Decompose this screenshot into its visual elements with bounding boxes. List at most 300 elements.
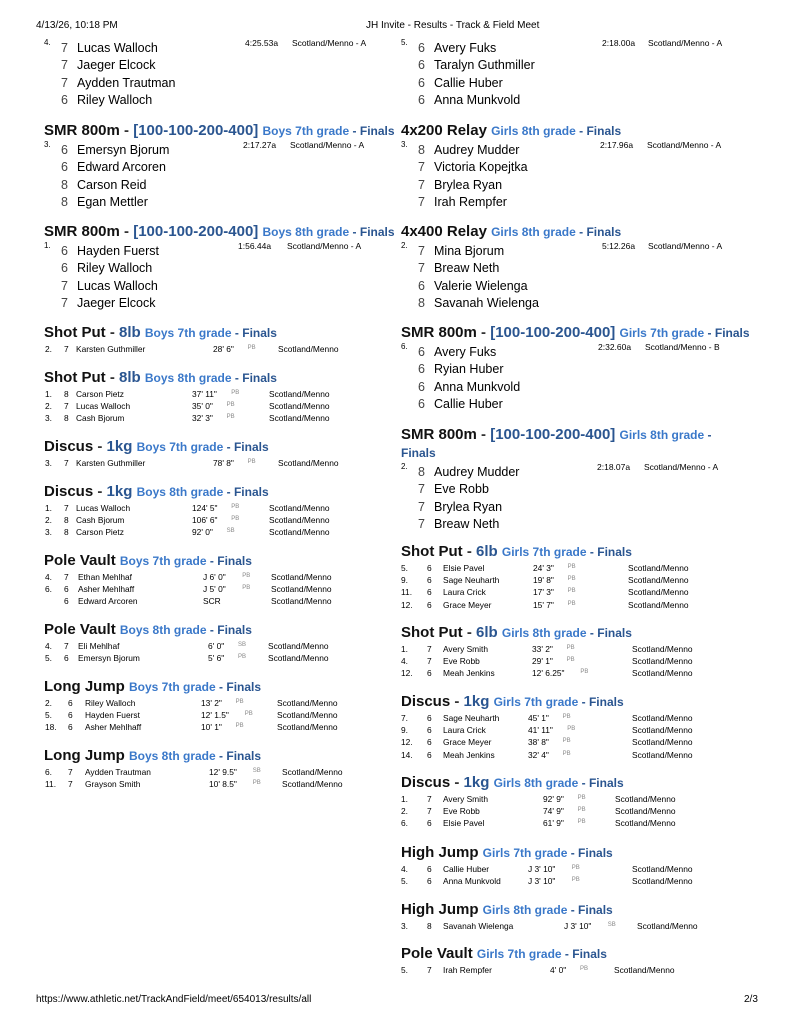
team-name[interactable]: Scotland/Menno — [615, 794, 676, 804]
result-row — [401, 563, 741, 575]
event-title[interactable] — [44, 483, 384, 501]
athlete-name[interactable]: Carson Pietz — [76, 389, 124, 399]
team-name[interactable]: Scotland/Menno — [269, 413, 330, 424]
event-smr-boys8 — [44, 223, 404, 313]
team-name[interactable]: Scotland/Menno — [278, 344, 339, 354]
event-spec: 1kg — [106, 438, 133, 455]
result-place: 3. — [45, 413, 52, 424]
athlete-name[interactable]: Aydden Trautman — [77, 75, 176, 90]
event-name: High Jump — [401, 901, 479, 918]
team-name[interactable]: Scotland/Menno — [615, 806, 676, 817]
result-place: 3. — [45, 527, 52, 538]
event-category: Boys 8th grade — [129, 749, 216, 763]
athlete-name[interactable]: Avery Fuks — [434, 41, 497, 55]
result-place: 12. — [401, 599, 413, 610]
athlete-name[interactable]: Edward Arcoren — [78, 596, 138, 607]
team-name[interactable]: Scotland/Menno — [628, 587, 689, 598]
athlete-name[interactable]: Audrey Mudder — [434, 465, 520, 479]
event-name: Pole Vault — [44, 552, 116, 569]
event-name: 4x200 Relay — [401, 122, 487, 139]
result-place: 6. — [45, 584, 52, 595]
athlete-name[interactable]: Avery Smith — [443, 644, 488, 654]
event-title[interactable] — [401, 624, 741, 642]
event-round: Finals — [359, 225, 395, 239]
athlete-name[interactable]: Audrey Mudder — [434, 143, 520, 157]
mark-badge: PB — [577, 807, 586, 814]
athlete-name[interactable]: Callie Huber — [443, 864, 490, 874]
event-title[interactable] — [401, 945, 741, 963]
athlete-grade: 6 — [61, 244, 68, 258]
event-smr-girls7 — [401, 324, 761, 414]
event-relay-cont-left — [44, 38, 404, 110]
team-name[interactable]: Scotland/Menno — [632, 644, 693, 654]
athlete-grade: 6 — [418, 75, 425, 90]
athlete-grade: 7 — [427, 806, 432, 817]
relay-leg — [44, 142, 404, 159]
result-row — [44, 710, 384, 722]
athlete-name[interactable]: Meah Jenkins — [443, 668, 495, 679]
result-row — [401, 876, 741, 888]
event-name: Pole Vault — [44, 621, 116, 638]
result-row — [401, 713, 741, 725]
result-place: 7. — [401, 713, 408, 723]
team-name[interactable]: Scotland/Menno - A — [648, 38, 723, 48]
mark-badge: PB — [580, 966, 589, 972]
athlete-name[interactable]: Riley Walloch — [77, 93, 153, 108]
athlete-name[interactable]: Avery Fuks — [434, 345, 497, 359]
relay-results — [44, 142, 404, 212]
event-spec: 6lb — [476, 624, 498, 641]
team-name[interactable]: Scotland/Menno — [269, 503, 330, 513]
athlete-name[interactable]: Grace Meyer — [443, 737, 492, 748]
result-place: 2. — [401, 806, 408, 817]
athlete-name[interactable]: Karsten Guthmiller — [76, 458, 146, 468]
athlete-name[interactable]: Breaw Neth — [434, 261, 500, 276]
result-table — [401, 965, 741, 977]
result-row — [44, 698, 384, 710]
result-table — [44, 698, 384, 735]
team-name[interactable]: Scotland/Menno — [268, 641, 329, 651]
event-shot-boys8 — [44, 369, 384, 426]
event-name: Discus — [44, 483, 94, 500]
result-place: 1. — [401, 794, 408, 804]
result-place: 5. — [401, 38, 408, 47]
result-place: 1. — [44, 241, 51, 250]
team-name[interactable]: Scotland/Menno - A — [648, 241, 723, 251]
team-name[interactable]: Scotland/Menno — [269, 515, 330, 526]
athlete-name[interactable]: Lucas Walloch — [76, 401, 131, 412]
athlete-name[interactable]: Asher Mehlhaff — [78, 584, 135, 595]
athlete-grade: 7 — [418, 160, 425, 175]
event-title[interactable] — [401, 324, 761, 342]
athlete-grade: 6 — [427, 749, 432, 760]
result-row — [401, 806, 741, 818]
event-pv-boys8 — [44, 621, 384, 665]
team-name[interactable]: Scotland/Menno — [277, 710, 338, 721]
result-place: 5. — [401, 876, 408, 887]
event-title[interactable] — [401, 901, 741, 919]
event-relay-cont-right — [401, 38, 761, 110]
result-row — [44, 722, 384, 734]
event-title[interactable] — [401, 693, 741, 711]
athlete-name[interactable]: Laura Crick — [443, 587, 486, 598]
athlete-name[interactable]: Aydden Trautman — [85, 767, 151, 777]
athlete-name[interactable]: Savanah Wielenga — [434, 296, 539, 311]
event-shot-girls7 — [401, 543, 741, 612]
result-row — [401, 750, 741, 762]
athlete-grade: 6 — [68, 710, 73, 721]
mark-badge: PB — [235, 699, 244, 705]
result-mark: 2:18.00a — [602, 38, 636, 48]
result-mark: 32' 4" — [528, 749, 549, 760]
result-row — [401, 575, 741, 587]
athlete-name[interactable]: Brylea Ryan — [434, 499, 503, 514]
athlete-grade: 8 — [427, 921, 432, 931]
team-name[interactable]: Scotland/Menno — [632, 713, 693, 723]
event-4x200-girls8 — [401, 122, 761, 212]
athlete-grade: 6 — [427, 725, 432, 736]
athlete-grade: 7 — [418, 517, 425, 532]
athlete-name[interactable]: Eve Robb — [443, 806, 480, 817]
event-title[interactable] — [44, 122, 404, 140]
athlete-name[interactable]: Callie Huber — [434, 75, 503, 90]
result-place: 4. — [401, 864, 408, 874]
athlete-name[interactable]: Karsten Guthmiller — [76, 344, 146, 354]
result-row — [44, 653, 384, 665]
event-title[interactable] — [401, 122, 761, 140]
event-title[interactable] — [401, 543, 741, 561]
athlete-grade: 6 — [427, 668, 432, 679]
event-title[interactable] — [44, 324, 384, 342]
title-separator: - — [578, 776, 589, 790]
relay-results — [401, 344, 761, 414]
event-category: Girls 7th grade — [501, 545, 587, 559]
team-name[interactable]: Scotland/Menno - A — [644, 462, 719, 472]
athlete-name[interactable]: Sage Neuharth — [443, 713, 500, 723]
title-separator: - — [206, 623, 218, 637]
result-mark: 5' 6" — [208, 653, 225, 664]
athlete-name[interactable]: Ryian Huber — [434, 362, 504, 377]
event-title[interactable] — [44, 223, 404, 241]
athlete-name[interactable]: Cash Bjorum — [76, 413, 125, 424]
team-name[interactable]: Scotland/Menno — [268, 653, 329, 664]
event-category: Girls 8th grade — [491, 124, 576, 138]
athlete-name[interactable]: Irah Rempfer — [434, 195, 507, 210]
athlete-name[interactable]: Lucas Walloch — [77, 41, 158, 55]
result-mark: 1:56.44a — [238, 241, 272, 251]
athlete-name[interactable]: Riley Walloch — [77, 261, 153, 276]
title-separator: - — [119, 223, 134, 240]
athlete-grade: 8 — [64, 527, 69, 538]
athlete-name[interactable]: Grayson Smith — [85, 779, 141, 790]
athlete-grade: 8 — [418, 296, 425, 311]
event-discus-girls7 — [401, 693, 741, 762]
mark-badge: PB — [580, 669, 589, 676]
team-name[interactable]: Scotland/Menno — [271, 584, 332, 595]
mark-badge: PB — [567, 726, 576, 733]
event-title[interactable] — [44, 552, 384, 570]
athlete-name[interactable]: Jaeger Elcock — [77, 58, 156, 73]
athlete-name[interactable]: Breaw Neth — [434, 517, 500, 532]
team-name[interactable]: Scotland/Menno — [282, 767, 343, 777]
athlete-name[interactable]: Valerie Wielenga — [434, 278, 528, 293]
result-row — [44, 389, 384, 401]
result-place: 3. — [44, 140, 51, 149]
athlete-name[interactable]: Callie Huber — [434, 397, 503, 412]
mark-badge: PB — [567, 588, 576, 595]
result-mark: 12' 1.5" — [201, 710, 229, 721]
event-category: Girls 7th grade — [619, 326, 705, 340]
relay-leg — [44, 278, 404, 295]
event-title[interactable] — [44, 747, 384, 765]
team-name[interactable]: Scotland/Menno — [269, 401, 330, 412]
event-round: Finals — [359, 124, 395, 138]
athlete-name[interactable]: Asher Mehlhaff — [85, 722, 142, 733]
athlete-name[interactable]: Hayden Fuerst — [77, 244, 159, 258]
relay-results — [401, 40, 761, 110]
event-title[interactable] — [44, 438, 384, 456]
title-separator: - — [567, 903, 579, 917]
result-place: 12. — [401, 737, 413, 748]
event-round: Finals — [588, 776, 624, 790]
athlete-grade: 7 — [64, 503, 69, 513]
event-spec: 1kg — [463, 693, 490, 710]
event-category: Girls 8th grade — [482, 903, 568, 917]
event-lj-boys8 — [44, 747, 384, 791]
team-name[interactable]: Scotland/Menno — [628, 563, 689, 573]
team-name[interactable]: Scotland/Menno — [282, 779, 343, 790]
athlete-name[interactable]: Carson Reid — [77, 177, 147, 192]
result-mark: 28' 6" — [213, 344, 234, 354]
event-title[interactable] — [44, 369, 384, 387]
team-name[interactable]: Scotland/Menno — [632, 725, 693, 736]
team-name[interactable]: Scotland/Menno — [271, 596, 332, 607]
athlete-name[interactable]: Jaeger Elcock — [77, 296, 156, 311]
event-title[interactable] — [401, 844, 741, 862]
athlete-grade: 6 — [418, 397, 425, 412]
event-spec: 8lb — [119, 369, 141, 386]
team-name[interactable]: Scotland/Menno — [614, 965, 675, 975]
title-separator: - — [567, 846, 579, 860]
team-name[interactable]: Scotland/Menno — [632, 656, 693, 667]
athlete-grade: 6 — [418, 345, 425, 359]
result-place: 2. — [45, 515, 52, 526]
title-separator: - — [105, 324, 119, 341]
event-title[interactable] — [44, 621, 384, 639]
event-title[interactable] — [44, 678, 384, 696]
team-name[interactable]: Scotland/Menno — [615, 818, 676, 829]
athlete-name[interactable]: Emersyn Bjorum — [78, 653, 140, 664]
team-name[interactable]: Scotland/Menno — [632, 749, 693, 760]
athlete-name[interactable]: Carson Pietz — [76, 527, 124, 538]
athlete-name[interactable]: Victoria Kopejtka — [434, 160, 528, 175]
result-place: 9. — [401, 725, 408, 736]
athlete-name[interactable]: Laura Crick — [443, 725, 486, 736]
event-title[interactable] — [401, 774, 741, 792]
athlete-name[interactable]: Eve Robb — [434, 482, 489, 497]
team-name[interactable]: Scotland/Menno — [632, 864, 693, 874]
athlete-grade: 6 — [427, 713, 432, 723]
athlete-name[interactable]: Anna Munkvold — [443, 876, 501, 887]
athlete-name[interactable]: Irah Rempfer — [443, 965, 492, 975]
event-category: Girls 8th grade — [501, 626, 587, 640]
page-number: 2/3 — [744, 994, 758, 1005]
athlete-grade: 6 — [61, 160, 68, 175]
relay-leg — [401, 159, 761, 176]
team-name[interactable]: Scotland/Menno — [278, 458, 339, 468]
result-row — [401, 921, 741, 933]
result-row — [401, 864, 741, 876]
event-category: Boys 7th grade — [144, 326, 232, 340]
event-smr-girls8 — [401, 426, 761, 534]
result-row — [401, 794, 741, 806]
athlete-grade: 6 — [418, 93, 425, 108]
result-place: 5. — [45, 710, 52, 721]
team-name[interactable]: Scotland/Menno — [632, 737, 693, 748]
title-separator: - — [105, 369, 119, 386]
event-round: Finals — [597, 545, 632, 559]
result-table — [401, 794, 741, 831]
result-mark: 45' 1" — [528, 713, 549, 723]
result-place: 11. — [45, 779, 57, 790]
event-title[interactable] — [401, 223, 761, 241]
team-name[interactable]: Scotland/Menno - A — [287, 241, 362, 251]
team-name[interactable]: Scotland/Menno — [277, 722, 338, 733]
result-mark: 74' 9" — [543, 806, 564, 817]
result-mark: 2:17.96a — [600, 140, 634, 150]
athlete-name[interactable]: Eli Mehlhaf — [78, 641, 120, 651]
result-place: 4. — [45, 572, 52, 582]
title-separator: - — [450, 774, 464, 791]
event-category: Boys 8th grade — [136, 485, 224, 499]
title-separator: - — [93, 438, 107, 455]
athlete-name[interactable]: Hayden Fuerst — [85, 710, 140, 721]
result-mark: J 3' 10" — [564, 921, 592, 931]
result-row — [44, 641, 384, 653]
result-place: 6. — [401, 818, 408, 829]
athlete-grade: 7 — [427, 644, 432, 654]
title-separator: - — [704, 326, 715, 340]
athlete-grade: 6 — [68, 722, 73, 733]
athlete-name[interactable]: Edward Arcoren — [77, 160, 166, 175]
athlete-grade: 7 — [418, 177, 425, 192]
result-mark: 41' 11" — [528, 725, 553, 736]
mark-badge: PB — [226, 414, 235, 421]
athlete-name[interactable]: Taralyn Guthmiller — [434, 58, 535, 73]
athlete-name[interactable]: Egan Mettler — [77, 195, 148, 210]
athlete-name[interactable]: Ethan Mehlhaf — [78, 572, 133, 582]
athlete-name[interactable]: Brylea Ryan — [434, 177, 503, 192]
result-mark: 5:12.26a — [602, 241, 636, 251]
athlete-name[interactable]: Lucas Walloch — [77, 278, 158, 293]
title-separator: - — [223, 485, 234, 499]
athlete-name[interactable]: Mina Bjorum — [434, 244, 505, 258]
athlete-name[interactable]: Lucas Walloch — [76, 503, 131, 513]
event-round: Finals — [242, 326, 277, 340]
event-round: Finals — [597, 626, 632, 640]
team-name[interactable]: Scotland/Menno — [628, 575, 689, 586]
athlete-name[interactable]: Elsie Pavel — [443, 563, 485, 573]
relay-leg — [44, 57, 404, 74]
athlete-name[interactable]: Grace Meyer — [443, 599, 492, 610]
result-mark: 2:32.60a — [598, 342, 632, 352]
mark-badge: PB — [235, 723, 244, 730]
athlete-grade: 6 — [418, 379, 425, 394]
relay-leg — [44, 92, 404, 109]
team-name[interactable]: Scotland/Menno - A — [647, 140, 722, 150]
page-title: JH Invite - Results - Track & Field Meet — [366, 20, 540, 31]
result-mark: 24' 3" — [533, 563, 554, 573]
mark-badge: PB — [231, 390, 240, 396]
title-separator: - — [704, 428, 712, 442]
mark-badge: PB — [252, 780, 261, 787]
event-title[interactable] — [401, 426, 741, 462]
athlete-name[interactable]: Anna Munkvold — [434, 93, 521, 108]
athlete-grade: 7 — [427, 794, 432, 804]
event-spec: 1kg — [106, 483, 133, 500]
team-name[interactable]: Scotland/Menno — [269, 527, 330, 538]
athlete-name[interactable]: Elsie Pavel — [443, 818, 485, 829]
team-name[interactable]: Scotland/Menno — [637, 921, 698, 931]
result-place: 4. — [45, 641, 52, 651]
athlete-name[interactable]: Riley Walloch — [85, 698, 136, 708]
title-separator: - — [561, 947, 573, 961]
relay-leg — [401, 295, 761, 312]
event-round: Finals — [217, 554, 252, 568]
event-name: Shot Put — [44, 369, 106, 386]
team-name[interactable]: Scotland/Menno - B — [645, 342, 720, 352]
event-category: Boys 7th grade — [136, 440, 224, 454]
relay-leg — [44, 260, 404, 277]
athlete-grade: 7 — [418, 195, 425, 210]
athlete-name[interactable]: Eve Robb — [443, 656, 480, 667]
team-name[interactable]: Scotland/Menno - A — [292, 38, 367, 48]
title-separator: - — [223, 440, 234, 454]
event-name: Long Jump — [44, 747, 125, 764]
result-mark: 17' 3" — [533, 587, 554, 598]
result-place: 4. — [44, 38, 51, 47]
athlete-name[interactable]: Cash Bjorum — [76, 515, 125, 526]
athlete-grade: 7 — [64, 572, 69, 582]
team-name[interactable]: Scotland/Menno — [269, 389, 330, 399]
athlete-grade: 6 — [427, 587, 432, 598]
result-mark: SCR — [203, 596, 221, 607]
athlete-name[interactable]: Avery Smith — [443, 794, 488, 804]
team-name[interactable]: Scotland/Menno — [628, 599, 689, 610]
athlete-name[interactable]: Sage Neuharth — [443, 575, 500, 586]
result-table — [401, 563, 741, 612]
event-category: Girls 7th grade — [482, 846, 568, 860]
title-separator: - — [349, 225, 360, 239]
team-name[interactable]: Scotland/Menno — [271, 572, 332, 582]
title-separator: - — [349, 124, 360, 138]
athlete-name[interactable]: Anna Munkvold — [434, 379, 521, 394]
athlete-name[interactable]: Savanah Wielenga — [443, 921, 514, 931]
athlete-grade: 8 — [61, 177, 68, 192]
athlete-name[interactable]: Emersyn Bjorum — [77, 143, 170, 157]
title-separator: - — [231, 371, 243, 385]
result-row — [44, 767, 384, 779]
athlete-grade: 8 — [418, 143, 425, 157]
mark-badge: PB — [567, 576, 576, 583]
team-name[interactable]: Scotland/Menno — [632, 668, 693, 679]
athlete-name[interactable]: Meah Jenkins — [443, 749, 495, 760]
team-name[interactable]: Scotland/Menno - A — [290, 140, 365, 150]
result-place: 2. — [45, 698, 52, 708]
event-smr-boys7 — [44, 122, 404, 212]
team-name[interactable]: Scotland/Menno — [632, 876, 693, 887]
team-name[interactable]: Scotland/Menno — [277, 698, 338, 708]
